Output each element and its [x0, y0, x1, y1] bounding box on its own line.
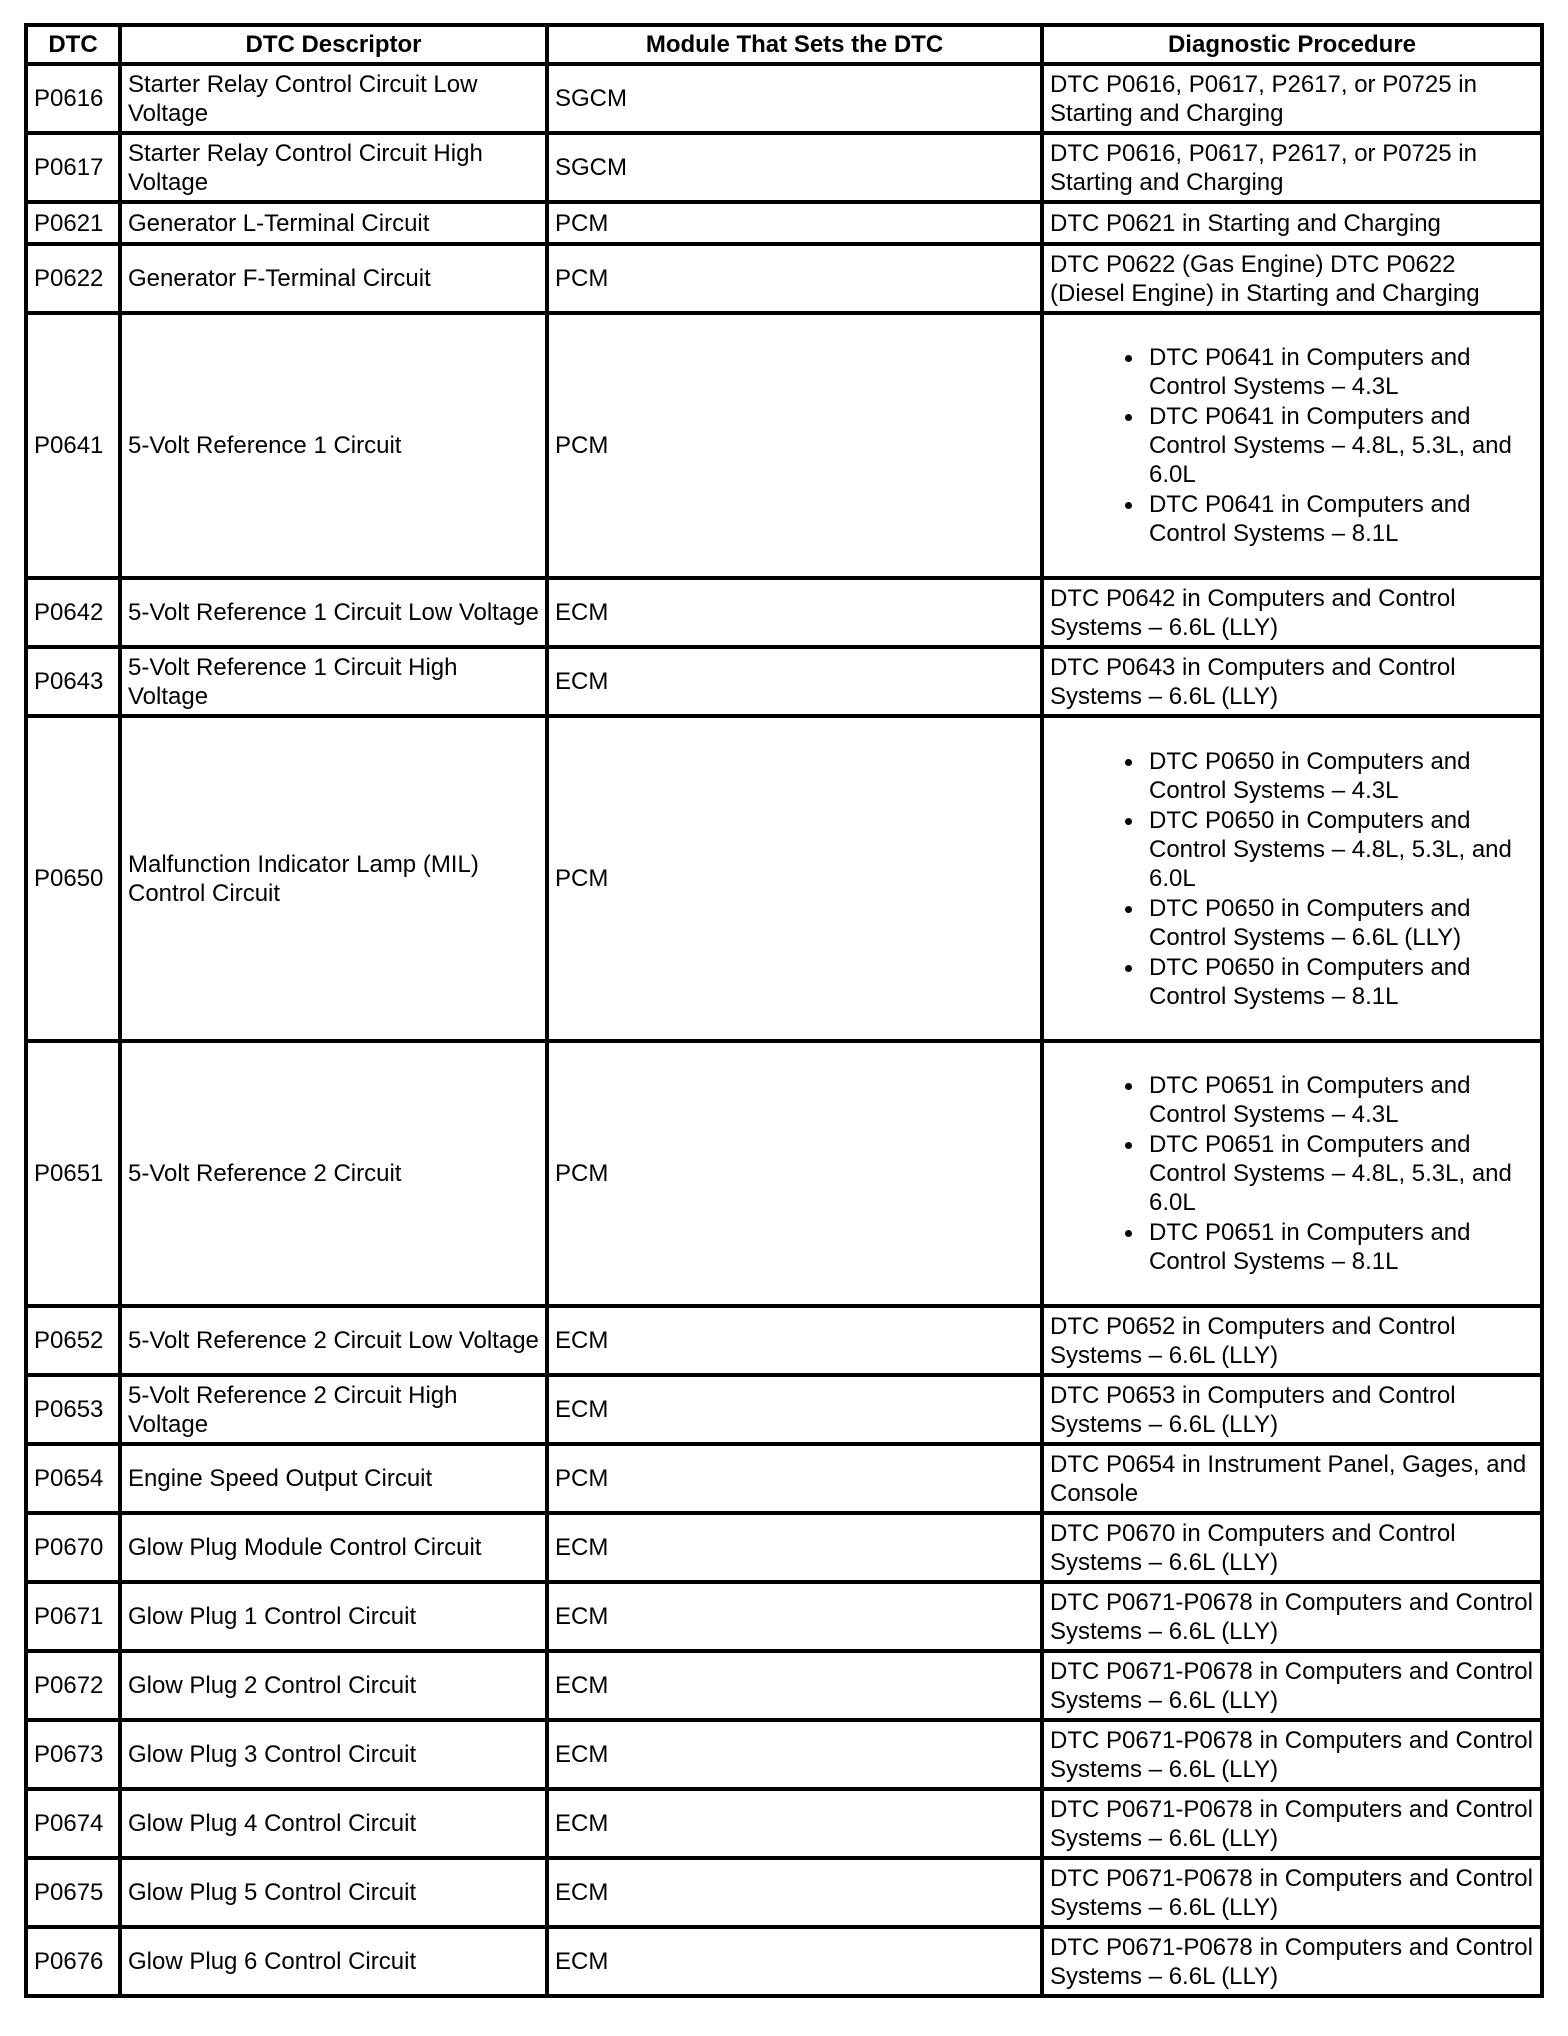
- dtc-procedure: [1042, 1041, 1542, 1306]
- procedure-item: • DTC P0641 in Computers and Control Systems – 8.1L: [1145, 490, 1534, 548]
- procedure-item: • DTC P0651 in Computers and Control Systems – 8.1L: [1145, 1218, 1534, 1276]
- dtc-descriptor: Engine Speed Output Circuit: [120, 1444, 547, 1513]
- dtc-code: P0671: [26, 1582, 120, 1651]
- dtc-procedure: DTC P0671-P0678 in Computers and Control Systems – 6.6L (LLY): [1042, 1651, 1542, 1720]
- dtc-code: P0673: [26, 1720, 120, 1789]
- dtc-procedure: [1042, 716, 1542, 1041]
- dtc-procedure: DTC P0653 in Computers and Control Systems – 6.6L (LLY): [1042, 1375, 1542, 1444]
- dtc-descriptor: Glow Plug 1 Control Circuit: [120, 1582, 547, 1651]
- dtc-descriptor: Glow Plug 2 Control Circuit: [120, 1651, 547, 1720]
- dtc-code: P0643: [26, 647, 120, 716]
- dtc-descriptor: Glow Plug 4 Control Circuit: [120, 1789, 547, 1858]
- dtc-module: ECM: [547, 578, 1042, 647]
- procedure-list: [1050, 1071, 1534, 1276]
- dtc-code: P0622: [26, 244, 120, 313]
- table-row: [26, 1041, 1542, 1306]
- dtc-code: P0652: [26, 1306, 120, 1375]
- dtc-procedure: DTC P0652 in Computers and Control Systems – 6.6L (LLY): [1042, 1306, 1542, 1375]
- dtc-descriptor: Starter Relay Control Circuit Low Voltage: [120, 64, 547, 133]
- dtc-procedure: DTC P0622 (Gas Engine) DTC P0622 (Diesel Engine) in Starting and Charging: [1042, 244, 1542, 313]
- table-row: [26, 1789, 1542, 1858]
- dtc-code: P0642: [26, 578, 120, 647]
- dtc-procedure: DTC P0616, P0617, P2617, or P0725 in Starting and Charging: [1042, 64, 1542, 133]
- table-row: [26, 244, 1542, 313]
- dtc-table: [24, 23, 1544, 1998]
- procedure-item: • DTC P0651 in Computers and Control Systems – 4.8L, 5.3L, and 6.0L: [1145, 1130, 1534, 1217]
- dtc-code: P0675: [26, 1858, 120, 1927]
- procedure-item: • DTC P0650 in Computers and Control Systems – 4.3L: [1145, 747, 1534, 805]
- dtc-code: P0650: [26, 716, 120, 1041]
- dtc-procedure: DTC P0642 in Computers and Control Systems – 6.6L (LLY): [1042, 578, 1542, 647]
- dtc-descriptor: Glow Plug Module Control Circuit: [120, 1513, 547, 1582]
- dtc-procedure: DTC P0671-P0678 in Computers and Control Systems – 6.6L (LLY): [1042, 1789, 1542, 1858]
- dtc-module: ECM: [547, 1582, 1042, 1651]
- dtc-descriptor: 5-Volt Reference 1 Circuit High Voltage: [120, 647, 547, 716]
- header-descriptor: DTC Descriptor: [120, 25, 547, 64]
- header-procedure: Diagnostic Procedure: [1042, 25, 1542, 64]
- dtc-module: SGCM: [547, 64, 1042, 133]
- dtc-procedure: [1042, 313, 1542, 578]
- procedure-item: • DTC P0641 in Computers and Control Systems – 4.8L, 5.3L, and 6.0L: [1145, 402, 1534, 489]
- dtc-module: ECM: [547, 1789, 1042, 1858]
- dtc-procedure: DTC P0671-P0678 in Computers and Control Systems – 6.6L (LLY): [1042, 1858, 1542, 1927]
- dtc-descriptor: Glow Plug 5 Control Circuit: [120, 1858, 547, 1927]
- dtc-module: ECM: [547, 1858, 1042, 1927]
- procedure-list: [1050, 343, 1534, 548]
- dtc-descriptor: 5-Volt Reference 2 Circuit High Voltage: [120, 1375, 547, 1444]
- dtc-module: PCM: [547, 313, 1042, 578]
- table-row: [26, 1720, 1542, 1789]
- dtc-procedure: DTC P0643 in Computers and Control Systems – 6.6L (LLY): [1042, 647, 1542, 716]
- dtc-code: P0616: [26, 64, 120, 133]
- table-row: [26, 202, 1542, 244]
- dtc-code: P0653: [26, 1375, 120, 1444]
- dtc-procedure: DTC P0671-P0678 in Computers and Control Systems – 6.6L (LLY): [1042, 1582, 1542, 1651]
- table-row: [26, 1306, 1542, 1375]
- dtc-code: P0674: [26, 1789, 120, 1858]
- procedure-item: • DTC P0650 in Computers and Control Systems – 4.8L, 5.3L, and 6.0L: [1145, 806, 1534, 893]
- dtc-module: SGCM: [547, 133, 1042, 202]
- dtc-descriptor: Glow Plug 6 Control Circuit: [120, 1927, 547, 1996]
- table-row: [26, 1513, 1542, 1582]
- dtc-module: PCM: [547, 1444, 1042, 1513]
- dtc-module: ECM: [547, 1513, 1042, 1582]
- dtc-module: ECM: [547, 1375, 1042, 1444]
- table-row: [26, 1927, 1542, 1996]
- dtc-procedure: DTC P0670 in Computers and Control Systems – 6.6L (LLY): [1042, 1513, 1542, 1582]
- dtc-module: PCM: [547, 202, 1042, 244]
- dtc-code: P0651: [26, 1041, 120, 1306]
- dtc-code: P0654: [26, 1444, 120, 1513]
- header-dtc: DTC: [26, 25, 120, 64]
- dtc-module: PCM: [547, 244, 1042, 313]
- procedure-list: [1050, 747, 1534, 1011]
- dtc-code: P0676: [26, 1927, 120, 1996]
- dtc-descriptor: Generator F-Terminal Circuit: [120, 244, 547, 313]
- dtc-procedure: DTC P0654 in Instrument Panel, Gages, and Console: [1042, 1444, 1542, 1513]
- dtc-module: ECM: [547, 1720, 1042, 1789]
- table-row: [26, 1858, 1542, 1927]
- table-row: [26, 647, 1542, 716]
- dtc-code: P0670: [26, 1513, 120, 1582]
- procedure-item: • DTC P0651 in Computers and Control Systems – 4.3L: [1145, 1071, 1534, 1129]
- dtc-code: P0621: [26, 202, 120, 244]
- table-row: [26, 133, 1542, 202]
- procedure-item: • DTC P0641 in Computers and Control Systems – 4.3L: [1145, 343, 1534, 401]
- dtc-code: P0641: [26, 313, 120, 578]
- table-row: [26, 313, 1542, 578]
- dtc-procedure: DTC P0621 in Starting and Charging: [1042, 202, 1542, 244]
- dtc-descriptor: Malfunction Indicator Lamp (MIL) Control Circuit: [120, 716, 547, 1041]
- procedure-item: • DTC P0650 in Computers and Control Systems – 8.1L: [1145, 953, 1534, 1011]
- header-module: Module That Sets the DTC: [547, 25, 1042, 64]
- dtc-descriptor: 5-Volt Reference 1 Circuit Low Voltage: [120, 578, 547, 647]
- table-header-row: [26, 25, 1542, 64]
- table-row: [26, 1651, 1542, 1720]
- dtc-descriptor: 5-Volt Reference 2 Circuit Low Voltage: [120, 1306, 547, 1375]
- dtc-descriptor: Glow Plug 3 Control Circuit: [120, 1720, 547, 1789]
- dtc-procedure: DTC P0671-P0678 in Computers and Control Systems – 6.6L (LLY): [1042, 1720, 1542, 1789]
- dtc-code: P0617: [26, 133, 120, 202]
- table-row: [26, 64, 1542, 133]
- dtc-module: ECM: [547, 647, 1042, 716]
- dtc-descriptor: Generator L-Terminal Circuit: [120, 202, 547, 244]
- dtc-descriptor: Starter Relay Control Circuit High Voltage: [120, 133, 547, 202]
- dtc-descriptor: 5-Volt Reference 1 Circuit: [120, 313, 547, 578]
- dtc-descriptor: 5-Volt Reference 2 Circuit: [120, 1041, 547, 1306]
- dtc-module: PCM: [547, 716, 1042, 1041]
- dtc-module: ECM: [547, 1927, 1042, 1996]
- dtc-code: P0672: [26, 1651, 120, 1720]
- dtc-module: ECM: [547, 1651, 1042, 1720]
- procedure-item: • DTC P0650 in Computers and Control Systems – 6.6L (LLY): [1145, 894, 1534, 952]
- dtc-procedure: DTC P0671-P0678 in Computers and Control Systems – 6.6L (LLY): [1042, 1927, 1542, 1996]
- table-row: [26, 1444, 1542, 1513]
- table-row: [26, 716, 1542, 1041]
- table-row: [26, 1582, 1542, 1651]
- table-row: [26, 1375, 1542, 1444]
- dtc-module: ECM: [547, 1306, 1042, 1375]
- dtc-procedure: DTC P0616, P0617, P2617, or P0725 in Starting and Charging: [1042, 133, 1542, 202]
- dtc-module: PCM: [547, 1041, 1042, 1306]
- table-row: [26, 578, 1542, 647]
